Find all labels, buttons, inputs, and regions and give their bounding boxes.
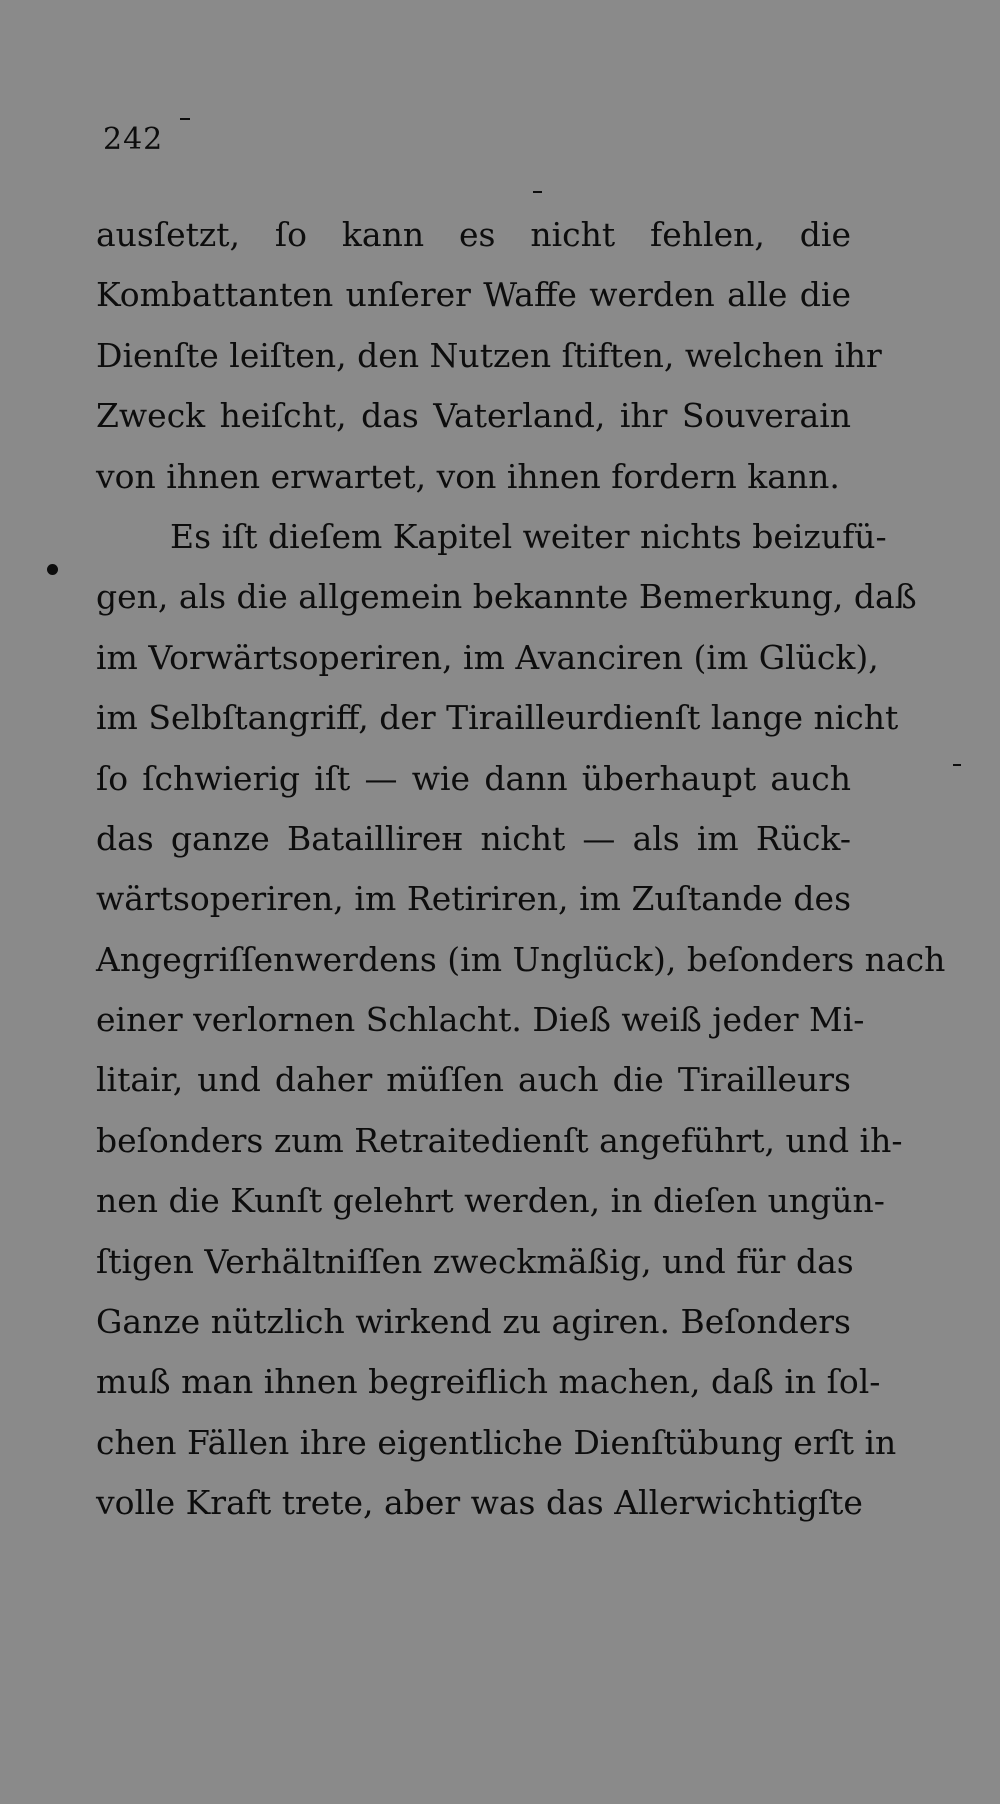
text-line: Dienſte leiſten, den Nutzen ſtiften, welchen ihr: [96, 335, 882, 375]
page-number: 242: [103, 122, 164, 157]
text-line: chen Fällen ihre eigentliche Dienſtübung erſt in: [96, 1422, 897, 1462]
text-line: ſtigen Verhältniſſen zweckmäßig, und für das: [96, 1241, 854, 1281]
text-line: Kombattanten unſerer Waffe werden alle die: [96, 275, 851, 315]
text-line: Ganze nützlich wirkend zu agiren. Beſonders: [96, 1302, 851, 1342]
text-line: einer verlornen Schlacht. Dieß weiß jeder Mi-: [96, 1000, 865, 1040]
text-line: beſonders zum Retraitedienſt angeführt, und ih-: [96, 1120, 903, 1160]
print-mark: [180, 118, 190, 120]
text-line: das ganze Bataillireн nicht — als im Rück-: [96, 818, 851, 858]
text-line: nen die Kunſt gelehrt werden, in dieſen ungün-: [96, 1181, 885, 1221]
text-line: Zweck heiſcht, das Vaterland, ihr Souverain: [96, 396, 851, 436]
text-line: ſo ſchwierig iſt — wie dann überhaupt auch: [96, 758, 851, 798]
text-line: gen, als die allgemein bekannte Bemerkung, daß: [96, 577, 917, 617]
text-line: wärtsoperiren, im Retiriren, im Zuſtande des: [96, 879, 851, 919]
text-line: im Vorwärtsoperiren, im Avanciren (im Glück),: [96, 637, 879, 677]
text-line: ausſetzt, ſo kann es nicht fehlen, die: [96, 215, 851, 254]
ink-spot: [47, 564, 58, 575]
body-text: [96, 205, 946, 1534]
text-line: Es iſt dieſem Kapitel weiter nichts beizufü-: [170, 516, 887, 556]
text-line: von ihnen erwartet, von ihnen fordern kann.: [96, 456, 840, 496]
text-line: litair, und daher müſſen auch die Tirailleurs: [96, 1060, 851, 1100]
print-mark: [533, 191, 542, 193]
text-line: im Selbſtangriff, der Tirailleurdienſt lange nicht: [96, 698, 899, 738]
text-line: muß man ihnen begreiflich machen, daß in ſol-: [96, 1362, 881, 1402]
text-line: Angegriſſenwerdens (im Unglück), beſonders nach: [96, 939, 946, 979]
text-line: volle Kraft trete, aber was das Allerwichtigſte: [96, 1483, 863, 1523]
print-mark: [953, 764, 961, 766]
